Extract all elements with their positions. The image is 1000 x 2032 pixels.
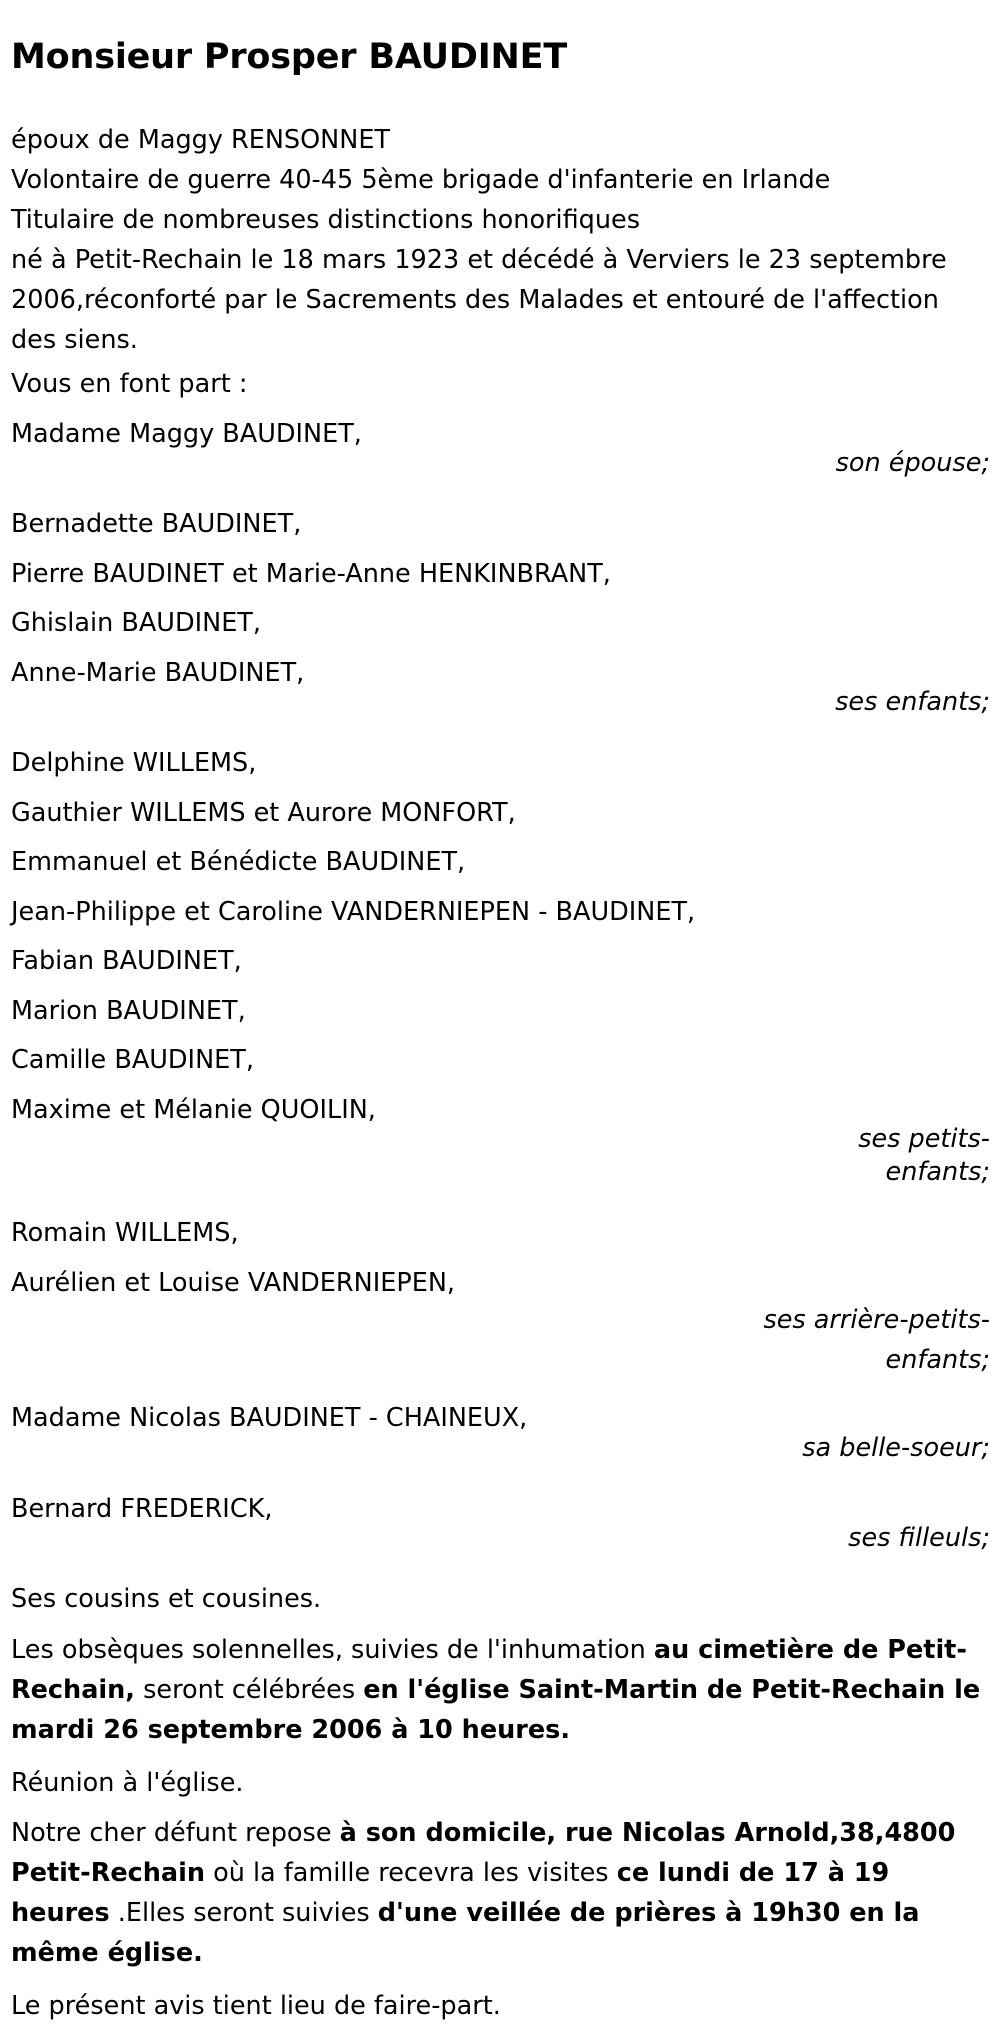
family-member: Camille BAUDINET, <box>11 1045 254 1075</box>
family-member: Ghislain BAUDINET, <box>11 608 261 638</box>
announcement-line: Vous en font part : <box>11 369 248 399</box>
funeral-text-1: Les obsèques solennelles, suivies de l'inhumation <box>11 1634 654 1665</box>
cemetery-location: au cimetière de Petit-Rechain, <box>11 1634 967 1705</box>
meeting-line: Réunion à l'église. <box>11 1767 244 1798</box>
visitation-text-2: où la famille recevra les visites <box>205 1858 617 1888</box>
visitation-paragraph <box>11 1813 990 1973</box>
relation-label: ses filleuls; <box>848 1523 990 1553</box>
spouse-line: époux de Maggy RENSONNET <box>11 125 391 155</box>
family-group-grandchildren <box>11 739 990 1209</box>
family-group-sister-in-law <box>11 1394 990 1485</box>
family-member: Romain WILLEMS, <box>11 1218 239 1248</box>
family-member: Jean-Philippe et Caroline VANDERNIEPEN - BAUDINET, <box>11 896 696 927</box>
family-group-godchildren <box>11 1485 990 1576</box>
family-group-children <box>11 500 990 739</box>
family-member: Bernard FREDERICK, <box>11 1493 273 1524</box>
funeral-paragraph <box>11 1630 990 1750</box>
relation-label: son épouse; <box>835 448 990 478</box>
relation-label: ses enfants; <box>835 687 990 717</box>
honors-line: Titulaire de nombreuses distinctions honorifiques <box>11 205 640 235</box>
family-group-great-grandchildren <box>11 1209 990 1394</box>
relation-label: ses arrière-petits-enfants; <box>763 1305 990 1375</box>
home-address: à son domicile, rue Nicolas Arnold,38,4800 Petit-Rechain <box>11 1818 956 1888</box>
visiting-hours: ce lundi de 17 à 19 heures <box>11 1858 890 1928</box>
family-member: Anne-Marie BAUDINET, <box>11 657 305 688</box>
prayer-vigil: d'une veillée de prières à 19h30 en la même église. <box>11 1898 920 1968</box>
family-member: Bernadette BAUDINET, <box>11 509 302 539</box>
relation-label: ses petits-enfants; <box>858 1124 990 1187</box>
family-member: Marion BAUDINET, <box>11 995 246 1026</box>
family-member: Fabian BAUDINET, <box>11 946 242 976</box>
family-group-spouse <box>11 410 990 501</box>
visitation-text-3: .Elles seront suivies <box>109 1898 378 1928</box>
family-member: Delphine WILLEMS, <box>11 748 257 778</box>
cousins-line: Ses cousins et cousines. <box>11 1584 322 1614</box>
relation-label: sa belle-soeur; <box>802 1432 990 1463</box>
ceremony-details: en l'église Saint-Martin de Petit-Rechain le mardi 26 septembre 2006 à 10 heures. <box>11 1674 981 1745</box>
family-member: Aurélien et Louise VANDERNIEPEN, <box>11 1267 455 1298</box>
birth-death-paragraph: né à Petit-Rechain le 18 mars 1923 et décédé à Verviers le 23 septembre 2006,réconforté par le Sacrements des Malades et entouré de l'affection des siens. <box>11 245 947 355</box>
family-member: Gauthier WILLEMS et Aurore MONFORT, <box>11 797 516 828</box>
family-member: Emmanuel et Bénédicte BAUDINET, <box>11 847 466 877</box>
military-line: Volontaire de guerre 40-45 5ème brigade d'infanterie en Irlande <box>11 165 831 195</box>
funeral-text-2: seront célébrées <box>135 1674 364 1705</box>
intro-block <box>11 120 990 240</box>
family-member: Maxime et Mélanie QUOILIN, <box>11 1094 376 1125</box>
visitation-text-1: Notre cher défunt repose <box>11 1818 340 1848</box>
closing-line: Le présent avis tient lieu de faire-part. <box>11 1991 501 2021</box>
family-member: Madame Maggy BAUDINET, <box>11 418 362 449</box>
family-member: Pierre BAUDINET et Marie-Anne HENKINBRANT, <box>11 558 611 589</box>
family-member: Madame Nicolas BAUDINET - CHAINEUX, <box>11 1403 528 1433</box>
page-title: Monsieur Prosper BAUDINET <box>11 37 568 77</box>
